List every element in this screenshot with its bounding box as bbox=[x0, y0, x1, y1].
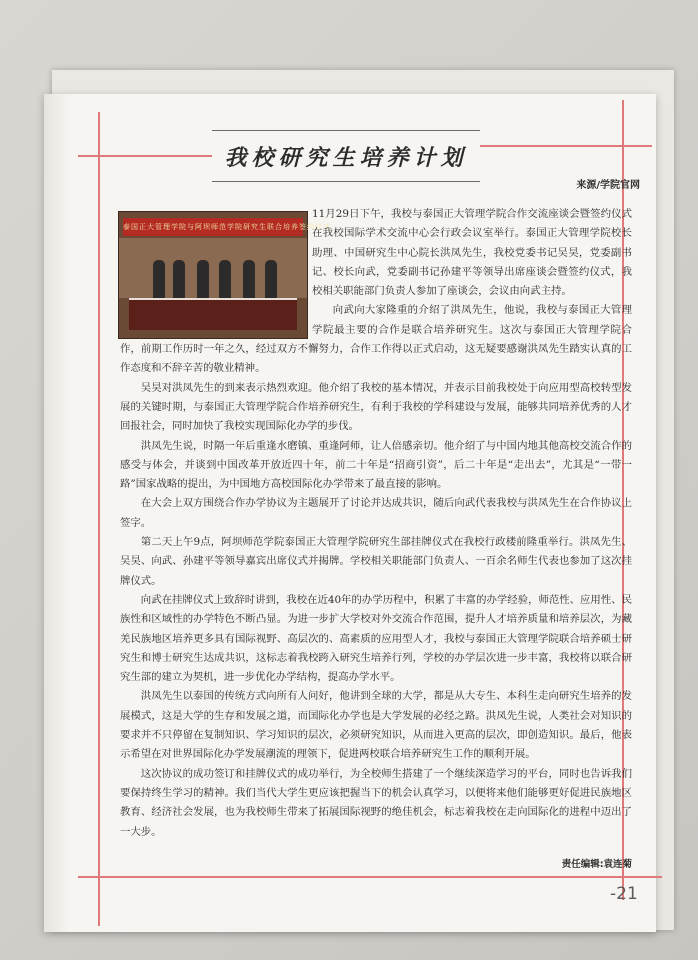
top-rule-line-right bbox=[480, 145, 652, 147]
paragraph: 洪凤先生以泰国的传统方式向所有人问好，他讲到全球的大学，都是从大专生、本科生走向研究生培养的发展模式，这是大学的生存和发展之道，而国际化办学也是大学发展的必经之路。洪凤先生说，人类社会对知识的要求并不只停留在复制知识、学习知识的层次，必须研究知识，从而进入更高的层次，即创造知识。最后，他表示希望在对世界国际化办学发展潮流的理领下，促进两校联合培养研究生工作的顺利开展。 bbox=[120, 690, 632, 761]
paragraph: 11月29日下午，我校与泰国正大管理学院合作交流座谈会暨签约仪式在我校国际学术交流中心会行政会议室举行。泰国正大管理学院校长助理、中国研究生中心院长洪凤先生，我校党委书记吴昊，党委副书记、校长向武，党委副书记孙建平等领导出席座谈会暨签约仪式，我校相关职能部门负责人参加了座谈会，会议由向武主持。 bbox=[312, 208, 632, 298]
article-title: 我校研究生培养计划 bbox=[224, 144, 468, 171]
paragraph: 吴昊对洪凤先生的到来表示热烈欢迎。他介绍了我校的基本情况，并表示目前我校处于向应用型高校转型发展的关键时期，与泰国正大管理学院合作培养研究生，有利于我校的学科建设与发展，能够共同培养优秀的人才回报社会，同时加快了我校实现国际化办学的步伐。 bbox=[120, 381, 632, 433]
bottom-rule-line bbox=[78, 876, 662, 878]
paragraph: 这次协议的成功签订和挂牌仪式的成功举行，为全校师生搭建了一个继续深造学习的平台，同时也告诉我们要保持终生学习的精神。我们当代大学生更应该把握当下的机会认真学习，以便将来他们能够更好促进民族地区教育、经济社会发展，也为我校师生带来了拓展国际视野的绝佳机会，标志着我校在走向国际化的进程中迈出了一大步。 bbox=[120, 767, 632, 838]
top-rule-line-left bbox=[78, 155, 212, 157]
photo-banner: 泰国正大管理学院与阿坝师范学院研究生联合培养签约仪式 bbox=[123, 218, 303, 236]
responsible-editor: 责任编辑:袁连菊 bbox=[561, 859, 632, 870]
paragraph: 第二天上午9点，阿坝师范学院泰国正大管理学院研究生部挂牌仪式在我校行政楼前隆重举行。洪凤先生、吴昊、向武、孙建平等领导嘉宾出席仪式并揭牌。学校相关职能部门负责人、一百余名师生代表也参加了这次挂牌仪式。 bbox=[120, 536, 632, 587]
page-number: -21 bbox=[610, 884, 638, 904]
paragraph: 向武在挂牌仪式上致辞时讲到，我校在近40年的办学历程中，积累了丰富的办学经验，师范性、应用性、民族性和区域性的办学特色不断凸显。为进一步扩大学校对外交流合作范围，提升人才培养质量和培养层次，为藏羌民族地区培养更多具有国际视野、高层次的、高素质的应用型人才，我校与泰国正大管理学院联合培养硕士研究生和博士研究生达成共识，这标志着我校跨入研究生培养行列，学校的办学层次进一步丰富，我校将以联合研究生部的建立为契机，进一步优化办学结构，提高办学水平。 bbox=[120, 593, 632, 684]
paragraph: 洪凤先生说，时隔一年后重逢水磨镇、重逢阿师，让人倍感亲切。他介绍了与中国内地其他高校交流合作的感受与体会，并谈到中国改革开放近四十年，前二十年是“招商引资”，后二十年是“走出去”，尤其是“一带一路”国家战略的提出，为中国地方高校国际化办学带来了最直接的影响。 bbox=[120, 439, 632, 491]
article-source: 来源/学院官网 bbox=[576, 180, 640, 191]
left-rule-line bbox=[98, 112, 100, 926]
article-title-frame bbox=[212, 130, 480, 182]
article-body bbox=[120, 205, 632, 842]
paragraph: 在大会上双方围绕合作办学协议为主题展开了讨论并达成共识，随后向武代表我校与洪凤先生在合作协议上签字。 bbox=[120, 497, 632, 529]
paragraph: 向武向大家隆重的介绍了洪凤先生，他说，我校与泰国正大管理学院最主要的合作是联合培养研究生。这次与泰国正大管理学院合作，前期工作历时一年之久，经过双方不懈努力，合作工作得以正式启动，这无疑要感谢洪凤先生踏实认真的工作态度和不辞辛苦的敬业精神。 bbox=[120, 304, 632, 375]
